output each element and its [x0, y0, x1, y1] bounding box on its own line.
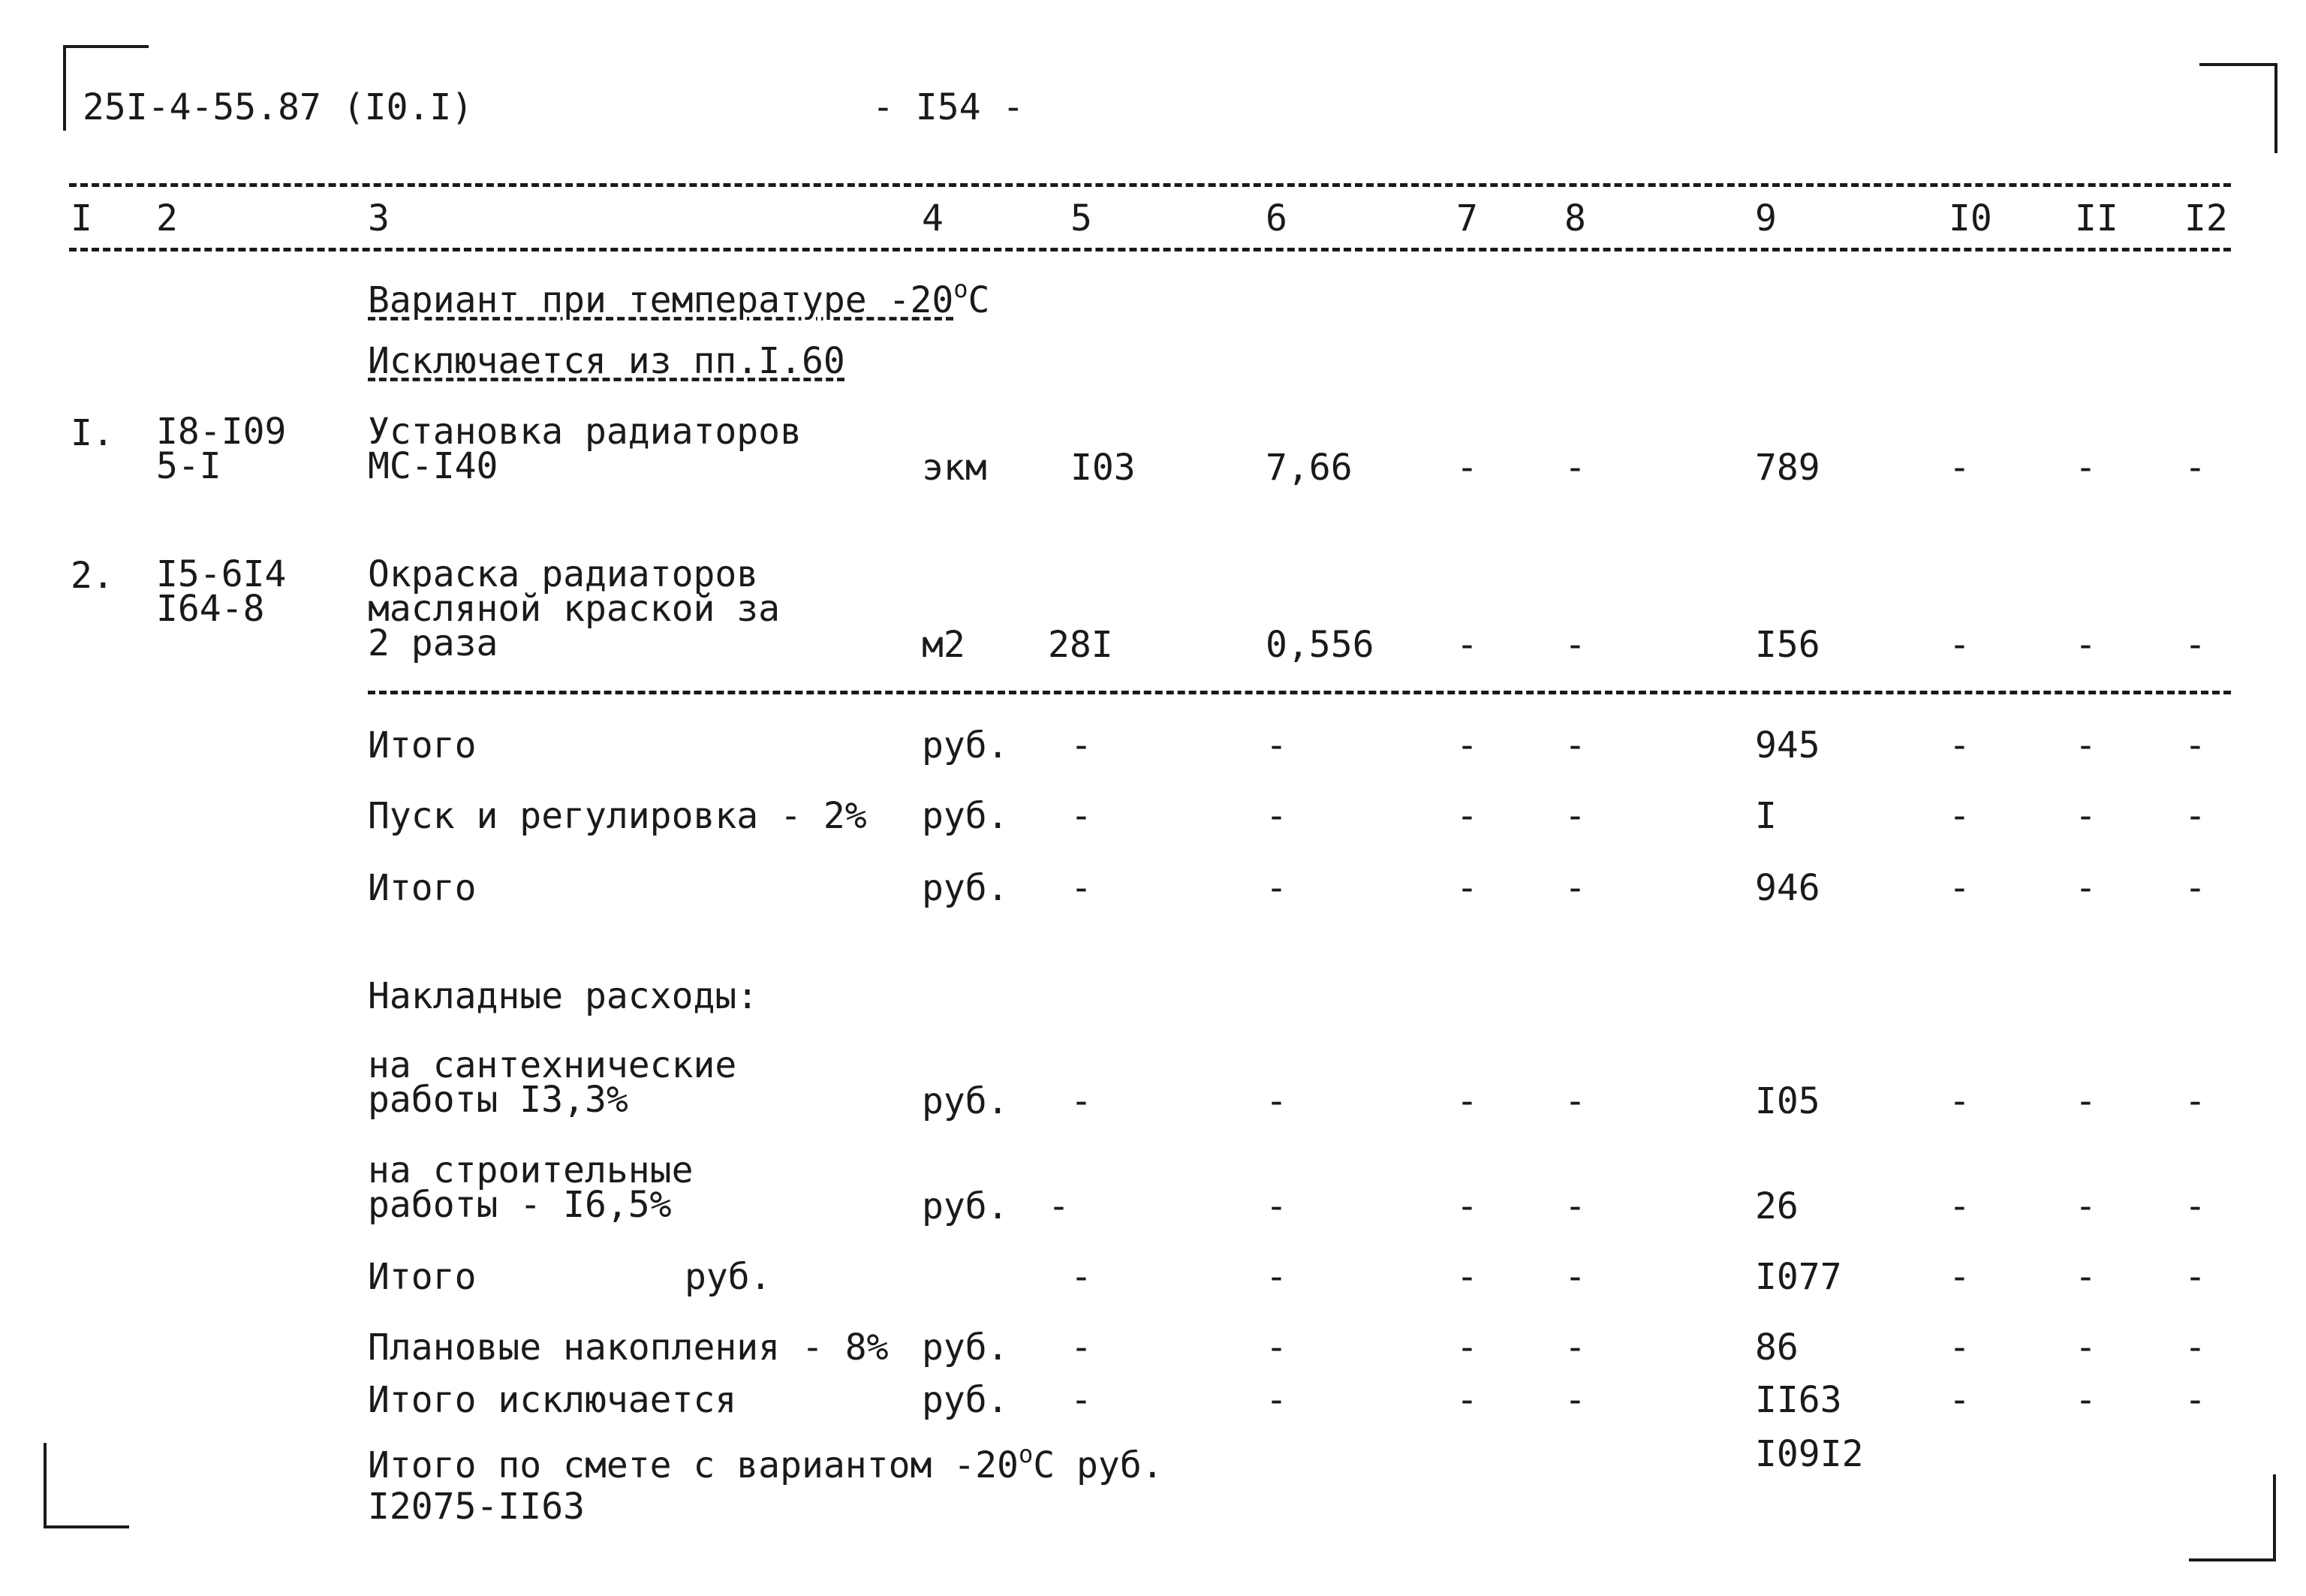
- cell-dash: -: [1456, 1185, 1478, 1227]
- cell-dash: -: [1266, 1326, 1287, 1369]
- item-price: 7,66: [1266, 447, 1353, 489]
- overhead-heading: Накладные расходы:: [368, 975, 759, 1017]
- cell-dash: -: [2184, 867, 2206, 909]
- cell-dash: -: [2075, 447, 2097, 489]
- column-header: 8: [1564, 197, 1586, 239]
- cell-dash: -: [1048, 1185, 1070, 1227]
- cell-dash: -: [1564, 624, 1586, 666]
- cell-dash: -: [1266, 867, 1287, 909]
- cell-dash: -: [1070, 1379, 1092, 1421]
- cell-dash: -: [1266, 1080, 1287, 1122]
- cell-dash: -: [1949, 1080, 1970, 1122]
- cell-dash: -: [1456, 447, 1478, 489]
- cell-dash: -: [1949, 1326, 1970, 1369]
- cell-dash: -: [1070, 1080, 1092, 1122]
- cell-dash: -: [2075, 1080, 2097, 1122]
- cell-dash: -: [2184, 1326, 2206, 1369]
- item-name: Установка радиаторов МС-I40: [368, 411, 802, 487]
- cell-dash: -: [1564, 724, 1586, 766]
- cell-dash: -: [1949, 1379, 1970, 1421]
- row-label: на сантехнические работы I3,3%: [368, 1044, 737, 1121]
- item-name: Окраска радиаторов масляной краской за 2 раза: [368, 553, 781, 664]
- cell-dash: -: [1456, 867, 1478, 909]
- corner-mark-bottom-right: [2189, 1474, 2276, 1561]
- row-total: 945: [1755, 724, 1820, 766]
- row-total: I077: [1755, 1256, 1842, 1298]
- row-unit: руб.: [922, 795, 1009, 837]
- item-price: 0,556: [1266, 624, 1374, 666]
- cell-dash: -: [1266, 1379, 1287, 1421]
- cell-dash: -: [1456, 1080, 1478, 1122]
- cell-dash: -: [1456, 1379, 1478, 1421]
- cell-dash: -: [1456, 624, 1478, 666]
- item-total: I56: [1755, 624, 1820, 666]
- item-quantity: I03: [1070, 447, 1136, 489]
- cell-dash: -: [1564, 867, 1586, 909]
- item-unit: м2: [922, 624, 965, 666]
- document-code: 25I-4-55.87 (I0.I): [83, 86, 474, 128]
- row-unit: руб.: [922, 724, 1009, 766]
- corner-mark-bottom-left: [44, 1443, 129, 1528]
- page-number: - I54 -: [872, 86, 1025, 128]
- cell-dash: -: [1456, 1326, 1478, 1369]
- column-header: 6: [1266, 197, 1287, 239]
- cell-dash: -: [1949, 1256, 1970, 1298]
- cell-dash: -: [2075, 1379, 2097, 1421]
- item-code: I8-I09 5-I: [156, 411, 287, 487]
- column-header: 3: [368, 197, 390, 239]
- row-label: Плановые накопления - 8%: [368, 1326, 889, 1369]
- cell-dash: -: [1949, 867, 1970, 909]
- item-total: 789: [1755, 447, 1820, 489]
- row-label: Итого: [368, 1256, 477, 1298]
- column-header: 4: [922, 197, 944, 239]
- cell-dash: -: [1456, 1256, 1478, 1298]
- cell-dash: -: [2075, 795, 2097, 837]
- cell-dash: -: [1070, 724, 1092, 766]
- cell-dash: -: [1070, 867, 1092, 909]
- excluded-heading: Исключается из пп.I.60: [368, 340, 845, 382]
- cell-dash: -: [2184, 447, 2206, 489]
- cell-dash: -: [1564, 1080, 1586, 1122]
- row-total: 946: [1755, 867, 1820, 909]
- cell-dash: -: [1949, 795, 1970, 837]
- row-unit: руб.: [922, 1080, 1009, 1122]
- cell-dash: -: [1564, 1379, 1586, 1421]
- final-total: I09I2: [1755, 1433, 1864, 1475]
- cell-dash: -: [2184, 624, 2206, 666]
- cell-dash: -: [1564, 1326, 1586, 1369]
- cell-dash: -: [1456, 724, 1478, 766]
- cell-dash: -: [1266, 1256, 1287, 1298]
- variant-heading: Вариант при температуре $-20^оС$: [368, 275, 990, 321]
- cell-dash: -: [2075, 1256, 2097, 1298]
- cell-dash: -: [1266, 1185, 1287, 1227]
- row-label: Итого: [368, 867, 477, 909]
- row-total: I05: [1755, 1080, 1820, 1122]
- cell-dash: -: [1949, 624, 1970, 666]
- cell-dash: -: [2075, 724, 2097, 766]
- column-header: 5: [1070, 197, 1092, 239]
- row-unit: руб.: [922, 1326, 1009, 1369]
- item-number: 2.: [71, 555, 114, 597]
- table-top-rule: [69, 183, 2231, 187]
- row-total: 26: [1755, 1185, 1799, 1227]
- subtotal-rule: [368, 691, 2231, 694]
- row-total: II63: [1755, 1379, 1842, 1421]
- cell-dash: -: [1564, 1185, 1586, 1227]
- final-formula: I2075-II63: [368, 1486, 585, 1528]
- row-label: Итого исключается: [368, 1379, 737, 1421]
- cell-dash: -: [1949, 1185, 1970, 1227]
- cell-dash: -: [2075, 1326, 2097, 1369]
- final-label: Итого по смете с вариантом $-20^оС$ руб.: [368, 1440, 1164, 1486]
- row-total: 86: [1755, 1326, 1799, 1369]
- cell-dash: -: [1564, 447, 1586, 489]
- row-unit: руб.: [922, 1379, 1009, 1421]
- cell-dash: -: [1949, 447, 1970, 489]
- cell-dash: -: [2184, 1185, 2206, 1227]
- row-unit: руб.: [685, 1256, 772, 1298]
- cell-dash: -: [1949, 724, 1970, 766]
- cell-dash: -: [2075, 624, 2097, 666]
- column-header: I: [71, 197, 92, 239]
- cell-dash: -: [1070, 1326, 1092, 1369]
- row-label: Итого: [368, 724, 477, 766]
- column-header: II: [2075, 197, 2118, 239]
- cell-dash: -: [2184, 795, 2206, 837]
- item-unit: экм: [922, 447, 987, 489]
- corner-mark-top-right: [2199, 63, 2277, 153]
- row-unit: руб.: [922, 1185, 1009, 1227]
- cell-dash: -: [2184, 724, 2206, 766]
- cell-dash: -: [1456, 795, 1478, 837]
- cell-dash: -: [1070, 795, 1092, 837]
- row-label: на строительные работы - I6,5%: [368, 1149, 694, 1226]
- cell-dash: -: [2075, 867, 2097, 909]
- row-total: I: [1755, 795, 1777, 837]
- column-header: I2: [2184, 197, 2228, 239]
- cell-dash: -: [2184, 1256, 2206, 1298]
- item-code: I5-6I4 I64-8: [156, 553, 287, 630]
- cell-dash: -: [1564, 795, 1586, 837]
- row-label: Пуск и регулировка - 2%: [368, 795, 867, 837]
- row-unit: руб.: [922, 867, 1009, 909]
- column-header: 2: [156, 197, 178, 239]
- column-header: 9: [1755, 197, 1777, 239]
- cell-dash: -: [1266, 724, 1287, 766]
- column-header: I0: [1949, 197, 1992, 239]
- cell-dash: -: [2184, 1379, 2206, 1421]
- cell-dash: -: [2184, 1080, 2206, 1122]
- item-number: I.: [71, 412, 114, 454]
- cell-dash: -: [2075, 1185, 2097, 1227]
- cell-dash: -: [1070, 1256, 1092, 1298]
- table-header-rule: [69, 248, 2231, 251]
- cell-dash: -: [1564, 1256, 1586, 1298]
- column-header: 7: [1456, 197, 1478, 239]
- item-quantity: 28I: [1048, 624, 1113, 666]
- cell-dash: -: [1266, 795, 1287, 837]
